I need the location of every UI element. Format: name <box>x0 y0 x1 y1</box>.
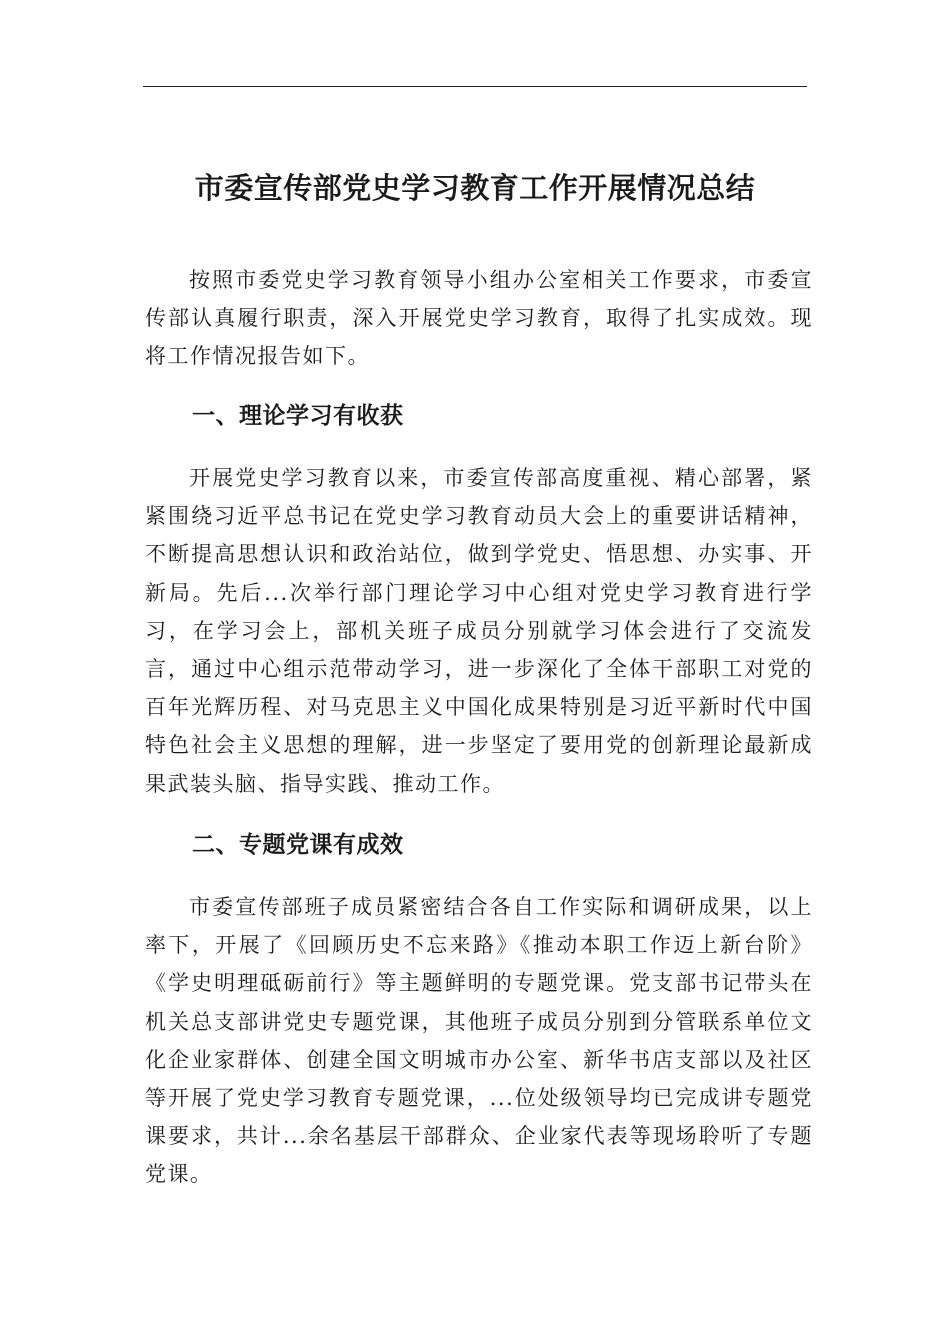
section-heading-1: 一、理论学习有收获 <box>192 403 404 429</box>
section-body-2: 市委宣传部班子成员紧密结合各自工作实际和调研成果，以上率下，开展了《回顾历史不忘来路》《推动本职工作迈上新台阶》《学史明理砥砺前行》等主题鲜明的专题党课。党支部书记带头在机关总支部讲党史专题党课，其他班子成员分别到分管联系单位文化企业家群体、创建全国文明城市办公室、新华书店支部以及社区等开展了党史学习教育专题党课，...位处级领导均已完成讲专题党课要求，共计...余名基层干部群众、企业家代表等现场聆听了专题党课。 <box>145 895 813 1187</box>
section-heading-2: 二、专题党课有成效 <box>192 832 404 858</box>
intro-paragraph: 按照市委党史学习教育领导小组办公室相关工作要求，市委宣传部认真履行职责，深入开展党史学习教育，取得了扎实成效。现将工作情况报告如下。 <box>145 268 813 369</box>
document-title: 市委宣传部党史学习教育工作开展情况总结 <box>194 171 756 205</box>
section-body-1: 开展党史学习教育以来，市委宣传部高度重视、精心部署，紧紧围绕习近平总书记在党史学习教育动员大会上的重要讲话精神，不断提高思想认识和政治站位，做到学党史、悟思想、办实事、开新局。先后...次举行部门理论学习中心组对党史学习教育进行学习，在学习会上，部机关班子成员分别就学习体会进行了交流发言，通过中心组示范带动学习，进一步深化了全体干部职工对党的百年光辉历程、对马克思主义中国化成果特别是习近平新时代中国特色社会主义思想的理解，进一步坚定了要用党的创新理论最新成果武装头脑、指导实践、推动工作。 <box>145 466 813 796</box>
header-rule <box>143 86 807 87</box>
